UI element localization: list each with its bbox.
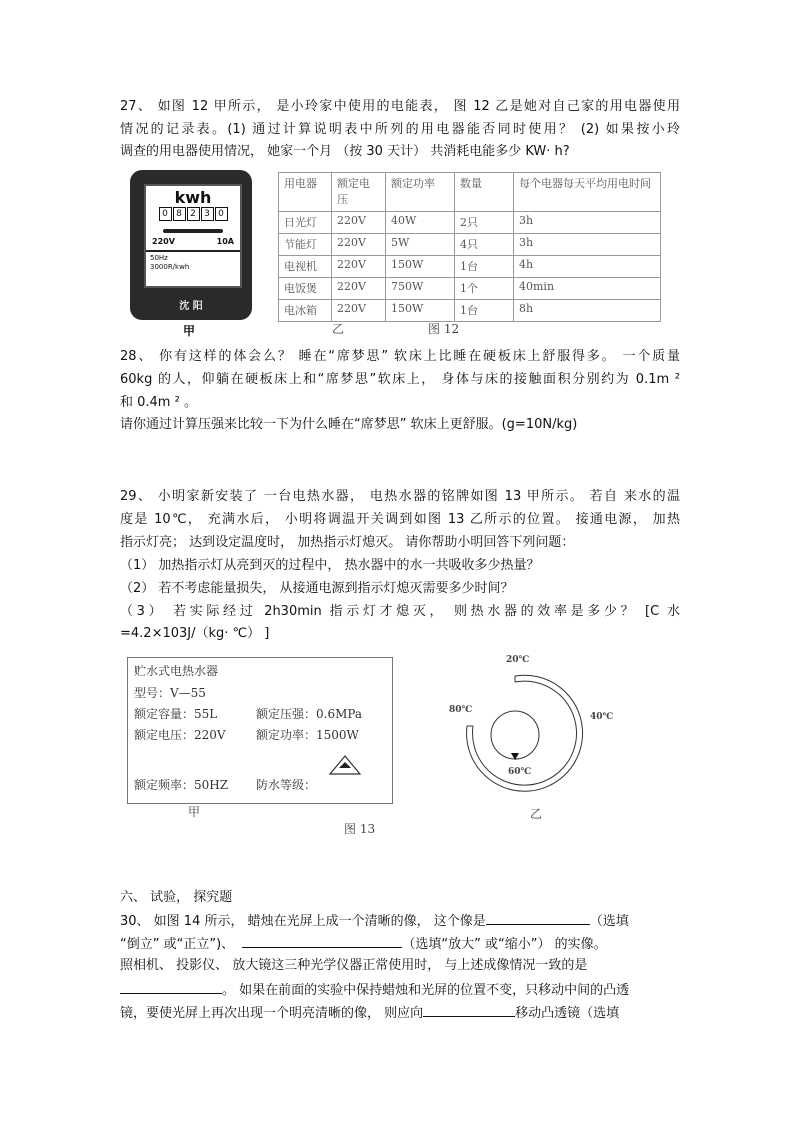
- header-cell: 数量: [455, 173, 514, 212]
- plate-title: 贮水式电热水器: [134, 664, 219, 678]
- q30-text: “倒立” 或“正立”)、: [120, 937, 235, 952]
- waterproof-triangle-icon: [328, 754, 362, 776]
- meter-digits: [146, 207, 240, 221]
- table-label: 乙: [332, 322, 345, 336]
- table-row: [279, 234, 661, 256]
- q30-text: （选填: [589, 914, 629, 929]
- meter-brand: 沈 阳: [179, 301, 203, 312]
- table-cell: 5W: [386, 234, 455, 256]
- table-cell: 150W: [386, 300, 455, 322]
- digit: 2: [187, 207, 200, 221]
- table-cell: 150W: [386, 256, 455, 278]
- electric-meter-image: [130, 170, 252, 320]
- q27-line: 27、 如图 12 甲所示， 是小玲家中使用的电能表， 图 12 乙是她对自己家的用电器使用: [120, 99, 680, 114]
- table-row: [279, 300, 661, 322]
- header-cell: 额定功率: [386, 173, 455, 212]
- q29-line: 度是 10℃， 充满水后， 小明将调温开关调到如图 13 乙所示的位置。 接通电源， 加热: [120, 512, 680, 527]
- table-cell: 日光灯: [279, 212, 332, 234]
- q29-line: 指示灯亮； 达到设定温度时， 加热指示灯熄灭。 请你帮助小明回答下列问题：: [120, 535, 575, 550]
- answer-blank[interactable]: [486, 910, 590, 925]
- dial-80: 80℃: [449, 705, 473, 715]
- table-cell: 40min: [514, 278, 661, 300]
- header-cell: 用电器: [279, 173, 332, 212]
- table-cell: 220V: [332, 234, 386, 256]
- q30-text: 30、 如图 14 所示， 蜡烛在光屏上成一个清晰的像， 这个像是: [120, 914, 486, 929]
- appliance-table: [278, 172, 661, 322]
- table-cell: 电冰箱: [279, 300, 332, 322]
- dial-60: 60℃: [508, 767, 532, 777]
- figure-caption: 图 13: [344, 822, 376, 836]
- meter-rev: 3000R/kwh: [150, 263, 190, 271]
- q28-line: 和 0.4m ² 。: [120, 395, 197, 410]
- q29-line: （2） 若不考虑能量损失， 从接通电源到指示灯熄灭需要多少时间？: [120, 581, 514, 596]
- q27-line: 调查的用电器使用情况， 她家一个月 （按 30 天计） 共消耗电能多少 KW· h?: [120, 144, 570, 159]
- table-cell: 750W: [386, 278, 455, 300]
- q29-line: （3） 若实际经过 2h30min 指示灯才熄灭， 则热水器的效率是多少？ [C 水: [120, 604, 680, 619]
- table-cell: 电饭煲: [279, 278, 332, 300]
- table-cell: 8h: [514, 300, 661, 322]
- digit: 8: [173, 207, 186, 221]
- table-cell: 1个: [455, 278, 514, 300]
- header-cell: 额定电压: [332, 173, 386, 212]
- section-heading: 六、 试验， 探究题: [120, 890, 233, 905]
- q29-line: =4.2×103J/（kg· ℃） ]: [120, 626, 270, 641]
- q30-line: 照相机、 投影仪、 放大镜这三种光学仪器正常使用时， 与上述成像情况一致的是: [120, 958, 588, 973]
- table-cell: 220V: [332, 300, 386, 322]
- q30-line: [120, 979, 680, 1001]
- table-cell: 1台: [455, 256, 514, 278]
- digit: 3: [201, 207, 214, 221]
- meter-label: 甲: [183, 324, 196, 338]
- answer-blank[interactable]: [242, 933, 402, 948]
- table-cell: 节能灯: [279, 234, 332, 256]
- table-cell: 3h: [514, 234, 661, 256]
- q27-line: 情况的记录表。(1) 通过计算说明表中所列的用电器能否同时使用？ (2) 如果按小玲: [120, 122, 680, 137]
- figure-caption: 图 12: [428, 322, 460, 336]
- q30-text: （选填“放大” 或“缩小”） 的实像。: [402, 937, 607, 952]
- q29-line: 29、 小明家新安装了 一台电热水器， 电热水器的铭牌如图 13 甲所示。 若自 来水的温: [120, 489, 680, 504]
- table-cell: 4只: [455, 234, 514, 256]
- plate-capacity: 额定容量：55L: [134, 707, 218, 721]
- dial-label: 乙: [530, 807, 543, 821]
- dial-20: 20℃: [506, 655, 530, 665]
- q30-line: [120, 933, 680, 955]
- plate-label: 甲: [188, 805, 201, 819]
- heater-nameplate: [127, 657, 393, 804]
- table-header-row: [279, 173, 661, 212]
- meter-freq: 50Hz: [150, 254, 168, 262]
- table-row: [279, 212, 661, 234]
- table-cell: 220V: [332, 278, 386, 300]
- digit: 0: [215, 207, 228, 221]
- table-cell: 3h: [514, 212, 661, 234]
- dial-40: 40℃: [590, 712, 614, 722]
- q28-line: 请你通过计算压强来比较一下为什么睡在“席梦思” 软床上更舒服。(g=10N/kg): [120, 417, 578, 432]
- plate-voltage: 额定电压：220V: [134, 728, 226, 742]
- table-cell: 220V: [332, 256, 386, 278]
- table-cell: 1台: [455, 300, 514, 322]
- answer-blank[interactable]: [423, 1002, 515, 1017]
- q29-line: （1） 加热指示灯从亮到灭的过程中， 热水器中的水一共吸收多少热量？: [120, 558, 540, 573]
- header-cell: 每个电器每天平均用电时间: [514, 173, 661, 212]
- q30-text: 。 如果在前面的实验中保持蜡烛和光屏的位置不变，只移动中间的凸透: [222, 983, 630, 998]
- table-cell: 40W: [386, 212, 455, 234]
- q30-text: 移动凸透镜（选填: [515, 1006, 620, 1021]
- digit: 0: [159, 207, 172, 221]
- meter-current: 10A: [216, 237, 234, 246]
- table-cell: 4h: [514, 256, 661, 278]
- thermostat-dial: [460, 650, 590, 800]
- meter-voltage: 220V: [152, 237, 175, 246]
- meter-disc: [163, 229, 223, 233]
- plate-model: 型号：V—55: [134, 686, 206, 700]
- table-row: [279, 256, 661, 278]
- q30-text: 镜，要使光屏上再次出现一个明亮清晰的像， 则应向: [120, 1006, 424, 1021]
- plate-pressure: 额定压强：0.6MPa: [256, 707, 363, 721]
- q30-line: [120, 910, 680, 932]
- table-row: [279, 278, 661, 300]
- q28-line: 28、 你有这样的体会么？ 睡在“席梦思” 软床上比睡在硬板床上舒服得多。 一个质量: [120, 349, 680, 364]
- table-cell: 220V: [332, 212, 386, 234]
- table-cell: 电视机: [279, 256, 332, 278]
- meter-unit: kwh: [174, 188, 212, 207]
- plate-waterproof: 防水等级：: [256, 778, 317, 792]
- plate-power: 额定功率：1500W: [256, 728, 359, 742]
- q30-line: [120, 1002, 680, 1024]
- q28-line: 60kg 的人，仰躺在硬板床上和“席梦思”软床上， 身体与床的接触面积分别约为 0.1m ²: [120, 372, 680, 387]
- answer-blank[interactable]: [120, 979, 222, 994]
- plate-freq: 额定频率：50HZ: [134, 778, 229, 792]
- table-cell: 2只: [455, 212, 514, 234]
